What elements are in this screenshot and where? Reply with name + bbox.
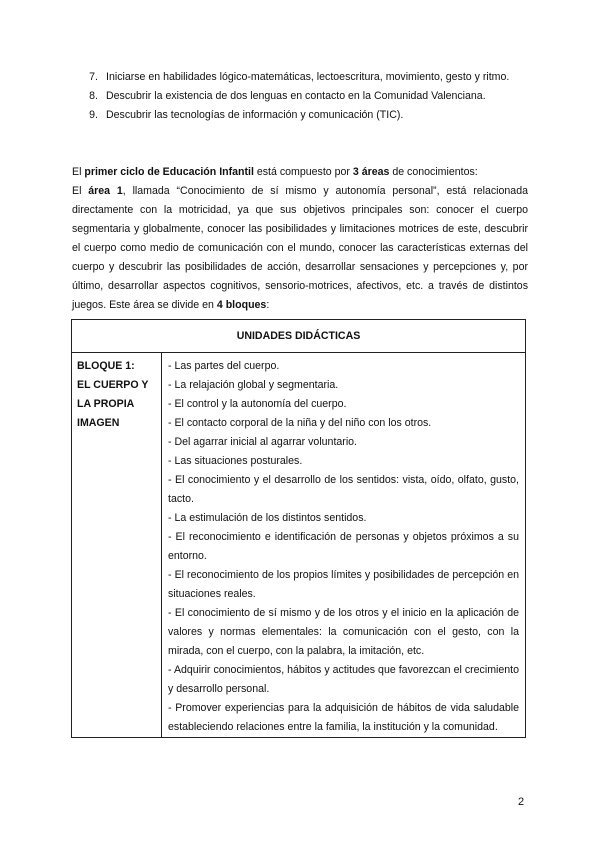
list-item: - El control y la autonomía del cuerpo. xyxy=(168,398,347,410)
list-item: - Las partes del cuerpo. xyxy=(168,360,280,372)
text-run: El xyxy=(72,185,89,197)
block-line: BLOQUE 1: xyxy=(77,360,135,372)
list-item: - La estimulación de los distintos sentidos. xyxy=(168,512,367,524)
text-run: El xyxy=(72,166,85,178)
list-item xyxy=(72,87,530,106)
page-number: 2 xyxy=(518,796,525,808)
list-item: - Del agarrar inicial al agarrar voluntario. xyxy=(168,436,358,448)
block-line: LA PROPIA xyxy=(77,398,135,410)
text-run: : xyxy=(266,299,270,311)
list-item: - El contacto corporal de la niña y del niño con los otros. xyxy=(168,417,432,429)
list-item xyxy=(72,106,530,125)
list-text: Descubrir la existencia de dos lenguas en contacto en la Comunidad Valenciana. xyxy=(106,90,486,102)
list-item: - Las situaciones posturales. xyxy=(168,455,303,467)
text-run: , llamada “Conocimiento de sí mismo y autonomía personal”, está relacionada directamente con la motricidad, ya que sus objetivos principales son: conocer el cuerpo segmentaria y globalmente, conocer las posibilidades y limitaciones motrices de este, descubrir el cuerpo como medio de comunicación con el mundo, conocer las características externas del cuerpo y descubrir las posibilidades de acción, desarrollar sensaciones y percepciones y, por último, desarrollar aspectos cognitivos, sensorio-motrices, afectivos, etc. a través de distintos juegos. Este área se divide en xyxy=(72,185,528,311)
list-text: Descubrir las tecnologías de información y comunicación (TIC). xyxy=(106,109,404,121)
list-number: 8. xyxy=(89,90,98,102)
list-item: - Adquirir conocimientos, hábitos y actitudes que favorezcan el crecimiento y desarrollo personal. xyxy=(168,664,519,695)
list-text: Iniciarse en habilidades lógico-matemáticas, lectoescritura, movimiento, gesto y ritmo. xyxy=(106,71,510,83)
table-row xyxy=(72,353,526,738)
block-cell xyxy=(72,353,162,738)
list-number: 9. xyxy=(89,109,98,121)
table-header: UNIDADES DIDÁCTICAS xyxy=(72,320,526,353)
bold-run: primer ciclo de Educación Infantil xyxy=(84,166,254,178)
units-table xyxy=(71,319,526,738)
text-run: está compuesto por xyxy=(253,166,353,178)
list-item: - La relajación global y segmentaria. xyxy=(168,379,339,391)
list-item: - El conocimiento de sí mismo y de los otros y el inicio en la aplicación de valores y normas elementales: la comunicación con el gesto, con la mirada, con el cuerpo, con la palabra, la imitación, etc. xyxy=(168,607,519,657)
list-item xyxy=(72,68,530,87)
intro-paragraph xyxy=(72,163,528,182)
bold-run: 4 bloques xyxy=(216,299,267,311)
bold-run: 3 áreas xyxy=(352,166,390,178)
list-item: - Promover experiencias para la adquisición de hábitos de vida saludable estableciendo relaciones entre la familia, la institución y la comunidad. xyxy=(168,702,519,733)
list-item: - El conocimiento y el desarrollo de los sentidos: vista, oído, olfato, gusto, tacto. xyxy=(168,474,519,505)
area-paragraph xyxy=(72,182,528,315)
list-item: - El reconocimiento de los propios límites y posibilidades de percepción en situaciones reales. xyxy=(168,569,519,600)
bold-run: área 1 xyxy=(88,185,123,197)
list-number: 7. xyxy=(89,71,98,83)
objectives-list xyxy=(72,68,530,125)
items-cell xyxy=(162,353,526,738)
list-item: - El reconocimiento e identificación de personas y objetos próximos a su entorno. xyxy=(168,531,519,562)
text-run: de conocimientos: xyxy=(389,166,478,178)
block-line: EL CUERPO Y xyxy=(77,379,149,391)
block-line: IMAGEN xyxy=(77,417,120,429)
